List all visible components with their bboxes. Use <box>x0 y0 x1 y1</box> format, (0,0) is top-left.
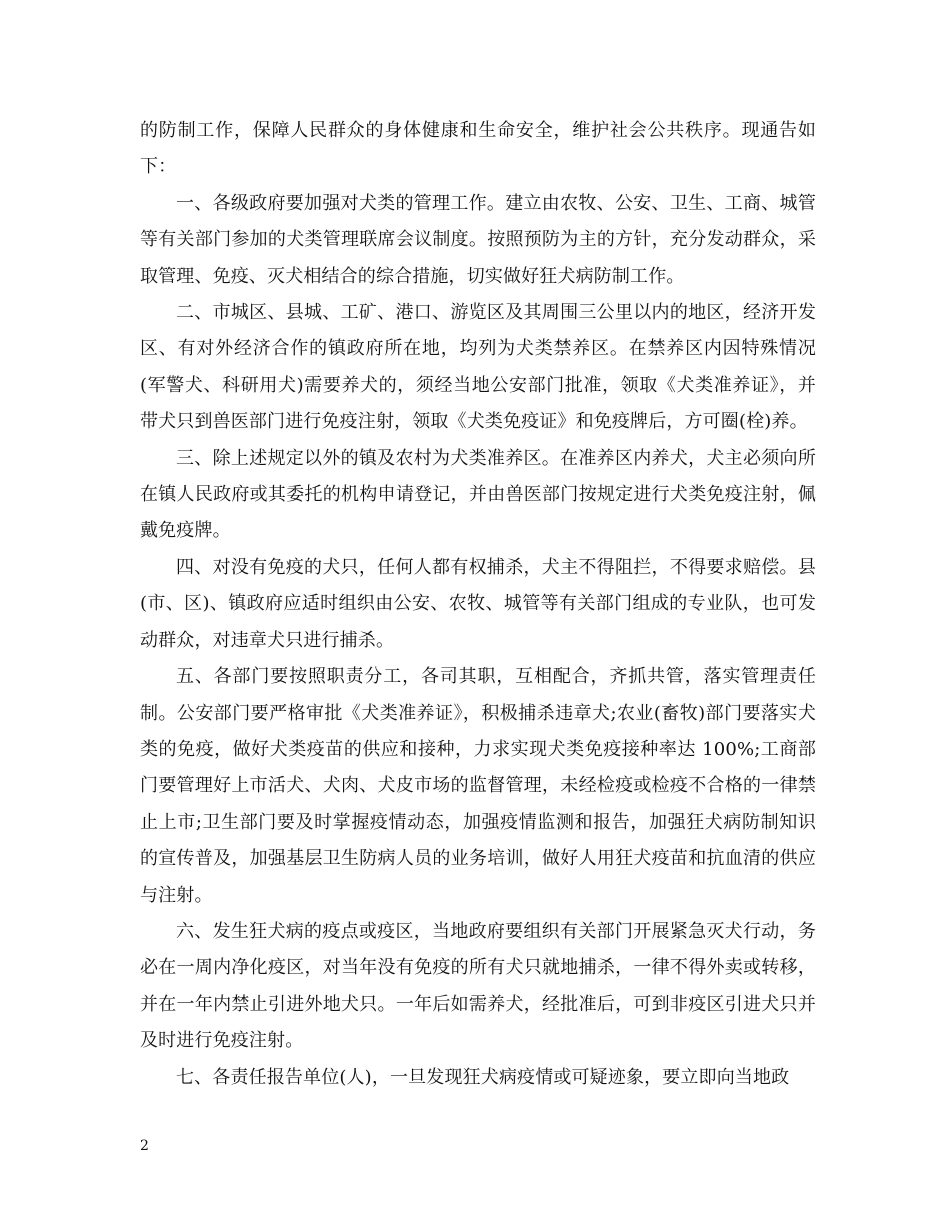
paragraph-item-5: 五、各部门要按照职责分工，各司其职，互相配合，齐抓共管，落实管理责任制。公安部门要严格审批《犬类准养证》，积极捕杀违章犬;农业(畜牧)部门要落实犬类的免疫，做好犬类疫苗的供应和接种，力求实现犬类免疫接种率达 100%;工商部门要管理好上市活犬、犬肉、犬皮市场的监督管理，未经检疫或检疫不合格的一律禁止上市;卫生部门要及时掌握疫情动态，加强疫情监测和报告，加强狂犬病防制知识的宣传普及，加强基层卫生防病人员的业务培训，做好人用狂犬疫苗和抗血清的供应与注射。 <box>140 666 816 906</box>
paragraph-item-3: 三、除上述规定以外的镇及农村为犬类准养区。在准养区内养犬，犬主必须向所在镇人民政府或其委托的机构申请登记，并由兽医部门按规定进行犬类免疫注射，佩戴免疫牌。 <box>140 447 816 542</box>
paragraph-item-4: 四、对没有免疫的犬只，任何人都有权捕杀，犬主不得阻拦，不得要求赔偿。县(市、区)、镇政府应适时组织由公安、农牧、城管等有关部门组成的专业队，也可发动群众，对违章犬只进行捕杀。 <box>140 556 816 651</box>
paragraph-item-2: 二、市城区、县城、工矿、港口、游览区及其周围三公里以内的地区，经济开发区、有对外经济合作的镇政府所在地，均列为犬类禁养区。在禁养区内因特殊情况(军警犬、科研用犬)需要养犬的，须经当地公安部门批准，领取《犬类准养证》，并带犬只到兽医部门进行免疫注射，领取《犬类免疫证》和免疫牌后，方可圈(栓)养。 <box>140 302 816 433</box>
document-body <box>140 113 816 1096</box>
paragraph-item-1: 一、各级政府要加强对犬类的管理工作。建立由农牧、公安、卫生、工商、城管等有关部门参加的犬类管理联席会议制度。按照预防为主的方针，充分发动群众，采取管理、免疫、灭犬相结合的综合措施，切实做好狂犬病防制工作。 <box>140 192 816 287</box>
paragraph-item-7: 七、各责任报告单位(人)，一旦发现狂犬病疫情或可疑迹象，要立即向当地政 <box>176 1066 790 1088</box>
paragraph-item-6: 六、发生狂犬病的疫点或疫区，当地政府要组织有关部门开展紧急灭犬行动，务必在一周内净化疫区，对当年没有免疫的所有犬只就地捕杀，一律不得外卖或转移，并在一年内禁止引进外地犬只。一年后如需养犬，经批准后，可到非疫区引进犬只并及时进行免疫注射。 <box>140 920 816 1052</box>
page-number: 2 <box>140 1138 149 1154</box>
paragraph-continuation: 的防制工作，保障人民群众的身体健康和生命安全，维护社会公共秩序。现通告如下： <box>140 120 816 178</box>
